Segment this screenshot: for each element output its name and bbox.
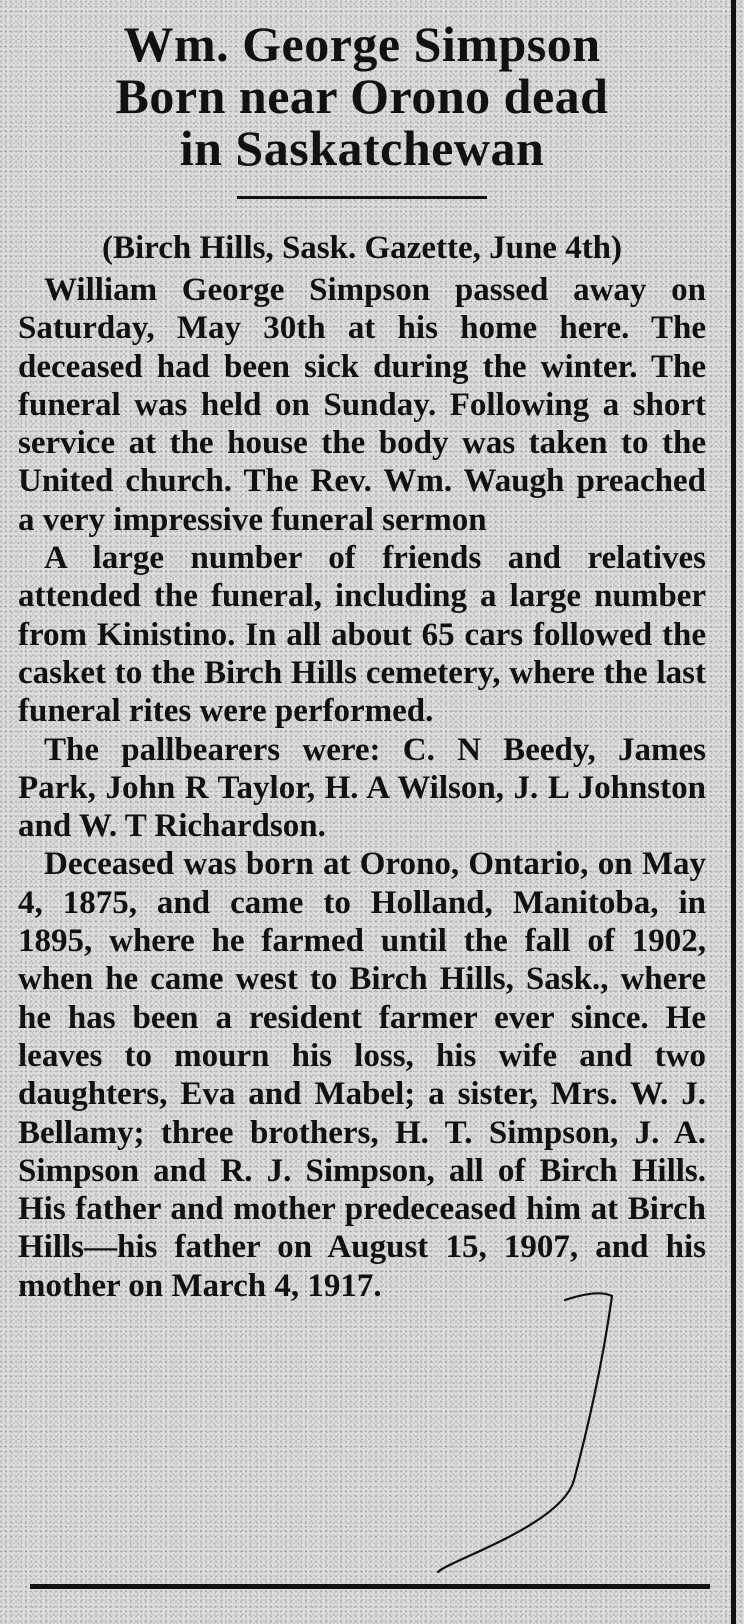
bottom-rule [30, 1584, 710, 1589]
paragraph-4: Deceased was born at Orono, Ontario, on May 4, 1875, and came to Holland, Manitoba, in 1895, where he farmed until the fall of 1902, when he came west to Birch Hills, Sask., where he has been a resident farmer ever since. He leaves to mourn his loss, his wife and two daughters, Eva and Mabel; a sister, Mrs. W. J. Bellamy; three brothers, H. T. Simpson, J. A. Simpson and R. J. Simpson, all of Birch Hills. His father and mother predeceased him at Birch Hills—his father on August 15, 1907, and his mother on March 4, 1917. [18, 846, 706, 1304]
column-rule-right [731, 0, 736, 1624]
headline-line-3: in Saskatchewan [179, 120, 545, 176]
paragraph-2: A large number of friends and relatives attended the funeral, including a large number from Kinistino. In all about 65 cars followed the casket to the Birch Hills cemetery, where the last funeral rites were performed. [18, 540, 706, 730]
headline-divider [237, 196, 487, 199]
headline-line-2: Born near Orono dead [115, 68, 609, 124]
headline [18, 18, 706, 174]
article-column [18, 18, 706, 1305]
source-line: (Birch Hills, Sask. Gazette, June 4th) [101, 230, 623, 266]
headline-line-1: Wm. George Simpson [123, 16, 601, 72]
paragraph-3: The pallbearers were: C. N Beedy, James Park, John R Taylor, H. A Wilson, J. L Johnston and W. T Richardson. [18, 731, 706, 845]
paragraph-1: William George Simpson passed away on Saturday, May 30th at his home here. The deceased had been sick during the winter. The funeral was held on Sunday. Following a short service at the house the body was taken to the United church. The Rev. Wm. Waugh preached a very impressive funeral sermon [18, 272, 706, 538]
